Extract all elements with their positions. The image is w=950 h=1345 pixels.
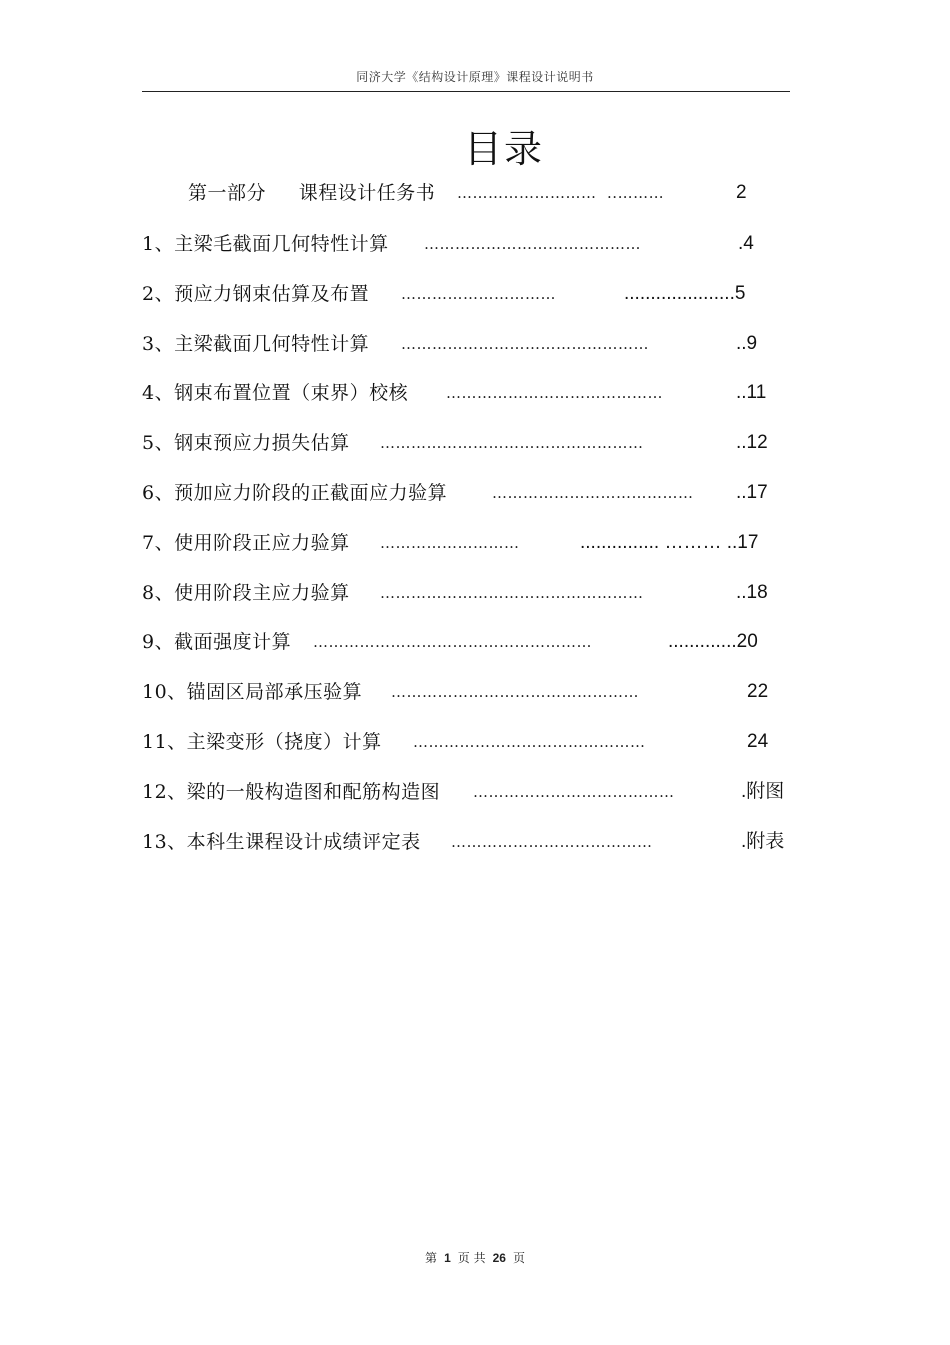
toc-entry-label: 第一部分 课程设计任务书 [188,182,436,204]
current-page-number: 1 [444,1251,451,1265]
toc-entry[interactable] [0,428,950,458]
toc-entry-page: ............... ……… ..17 [580,532,759,553]
toc-entry-leader: …………………………………………… [380,434,644,452]
toc-entry-label: 1、主梁毛截面几何特性计算 [142,233,389,255]
toc-entry-leader: ………………………………………… [401,335,649,353]
toc-entry-page: ..9 [736,333,758,354]
toc-entry-label: 4、钢束布置位置（束界）校核 [142,382,409,404]
toc-entry-leader: ………………………………… [492,484,694,502]
toc-entry-label: 12、梁的一般构造图和配筋构造图 [142,781,441,803]
toc-entry[interactable] [0,777,950,807]
toc-entry-page: 24 [747,731,769,752]
toc-entry-page: 2 [736,182,747,203]
toc-entry-leader: ………………………………… [451,833,653,851]
toc-entry[interactable] [0,478,950,508]
toc-entry-leader: …………………………………… [446,384,663,402]
toc-entry-leader: …………………………………… [424,235,641,253]
total-page-count: 26 [492,1251,506,1265]
toc-entry-label: 6、预加应力阶段的正截面应力验算 [142,482,448,504]
toc-entry[interactable] [0,279,950,309]
toc-entry[interactable] [0,378,950,408]
toc-entry-page: .附表 [741,831,785,852]
toc-entry[interactable] [0,627,950,657]
toc-entry[interactable] [0,229,950,259]
toc-entry[interactable] [0,677,950,707]
header-divider [142,91,790,92]
footer-middle: 页 共 [457,1251,486,1265]
toc-entry-label: 11、主梁变形（挠度）计算 [142,731,382,753]
footer-prefix: 第 [425,1251,438,1265]
toc-entry-leader: ……………………………………………… [313,633,592,651]
toc-entry-label: 5、钢束预应力损失估算 [142,432,350,454]
toc-entry-leader: ………………………… [401,285,556,303]
toc-entry[interactable] [0,727,950,757]
toc-entry-leader: ……………………… [380,534,520,552]
toc-entry-label: 10、锚固区局部承压验算 [142,681,363,703]
toc-entry-page: ..17 [736,482,768,503]
toc-entry-leader: ……………………… ..……… [457,184,665,202]
toc-entry[interactable] [0,528,950,558]
toc-entry-leader: ……………………………………… [413,733,646,751]
toc-entry-label: 9、截面强度计算 [142,631,292,653]
page-footer [0,1249,950,1266]
toc-entry-label: 8、使用阶段主应力验算 [142,582,350,604]
toc-entry-leader: …………………………………………… [380,584,644,602]
toc-title: 目录 [463,127,544,171]
toc-entry-label: 3、主梁截面几何特性计算 [142,333,370,355]
toc-entry-page: .附图 [741,781,785,802]
toc-entry-page: 22 [747,681,769,702]
toc-entry[interactable] [0,329,950,359]
toc-entry-page: .............20 [668,631,758,652]
toc-entry-label: 7、使用阶段正应力验算 [142,532,350,554]
toc-entry[interactable] [0,178,950,208]
toc-entry-leader: ………………………………… [473,783,675,801]
footer-suffix: 页 [512,1251,525,1265]
toc-entry[interactable] [0,827,950,857]
toc-entry-page: .4 [738,233,754,254]
toc-entry-page: ..11 [736,382,767,403]
toc-entry-page: ..18 [736,582,768,603]
toc-entry-page: .....................5 [624,283,746,304]
toc-entry-label: 13、本科生课程设计成绩评定表 [142,831,421,853]
toc-entry-label: 2、预应力钢束估算及布置 [142,283,370,305]
running-header: 同济大学《结构设计原理》课程设计说明书 [356,70,594,84]
toc-entry-page: ..12 [736,432,768,453]
toc-entry[interactable] [0,578,950,608]
toc-entry-leader: ………………………………………… [391,683,639,701]
